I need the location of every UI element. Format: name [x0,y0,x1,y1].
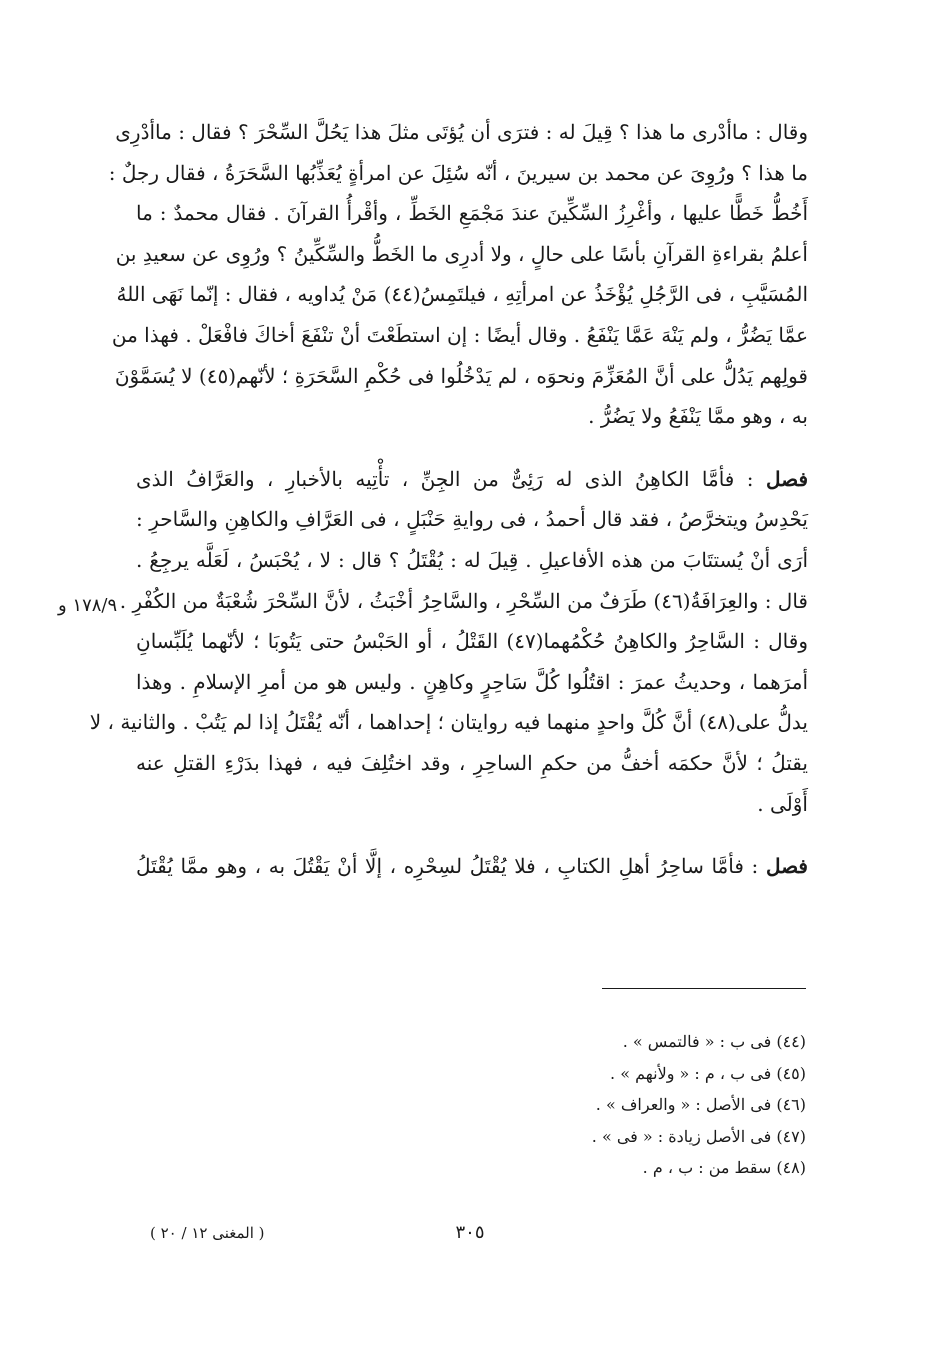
text-line: أرَى أنْ يُستتَابَ من هذه الأفاعيلِ . قِيلَ له : يُقْتَلُ ؟ قال : لا ، يُحْبَسُ ، لَعَلَّه يرجِعُ . [136,547,808,572]
text-line: قال : والعِرَافَةُ(٤٦) طَرَفٌ من السِّحْرِ ، والسَّاحِرُ أخْبَثُ ، لأنَّ السِّحْرَ شُعْبَةٌ من الكُفْرِ . [119,588,808,613]
text-line [136,459,808,500]
text-line: المُسَيَّبِ ، فى الرَّجُلِ يُؤْخَذُ عن امرأتِهِ ، فيلتَمِسُ(٤٤) مَنْ يُداويه ، فقال : إنّما نَهَى اللهُ [116,282,808,307]
footnote: (٤٧) فى الأصل زيادة : « فى » . [591,1126,806,1146]
footnote: (٤٨) سقط من : ب ، م . [642,1158,806,1177]
text-line: قولِهم يَدُلُّ على أنَّ المُعَزِّمَ ونحوَه ، لم يَدْخُلُوا فى حُكْمِ السَّحَرَةِ ؛ لأنّهم(٤٥) لا يُسَمَّوْنَ [114,363,808,388]
margin-reference: ١٧٨/٩ و [58,595,118,616]
text-line: أَوْلَى . [757,791,808,816]
text-line: أَخُطُّ خَطًّا عليها ، وأغْرِزُ السِّكِّينَ عندَ مَجْمَعِ الخَطِّ ، وأقْرأُ القرآنَ . فقال محمدٌ : ما [136,201,808,226]
footnotes [592,1026,806,1184]
text-line: عمَّا يَضُرُّ ، ولم يَنْهَ عَمَّا يَنْفَعُ . وقال أيضًا : إن استطَعْتَ أنْ تنْفَعَ أخاكَ فافْعَلْ . فهذا من [111,322,808,347]
text-line: ما هذا ؟ ورُوِىَ عن محمد بن سيرينَ ، أنّه سُئِلَ عن امرأةٍ يُعَذِّبُها السَّحَرَةُ ، فقال رجلٌ : [108,160,808,185]
text-line: يَحْدِسُ ويتخرَّصُ ، فقد قال أحمدُ ، فى روايةِ حَنْبَلٍ ، فى العَرَّافِ والكاهِنِ والسَّاحرِ : [136,507,808,532]
footnote: (٤٦) فى الأصل : « والعراف » . [595,1095,806,1114]
text-line-rest: : فأمَّا ساحِرُ أهلِ الكتابِ ، فلا يُقْتَلُ لسِحْرِه ، إلَّا أنْ يَقْتُلَ به ، وهو ممَّا يُقْتَلُ [136,854,759,879]
paragraph-3 [136,846,808,887]
text-line: يدلُّ على(٤٨) أنَّ كُلَّ واحدٍ منهما فيه روايتان ؛ إحداهما ، أنّه يُقْتَلُ إذا لم يَتُبْ . والثانية ، لا [89,710,808,735]
paragraph-2 [89,459,809,824]
footnote: (٤٥) فى ب ، م : « ولأنهم » . [610,1063,806,1083]
page-number: ٣٠٥ [455,1222,485,1243]
paragraph-1 [108,112,808,437]
text-line: أعلمُ بقراءةِ القرآنِ بأسًا على حالٍ ، ولا أدرِى ما الخَطُّ والسِّكِّينُ ؟ ورُوِى عن سعيدِ بن [115,241,808,266]
section-heading-word: فصل [765,466,809,491]
section-heading-word: فصل [765,854,808,879]
text-line: به ، وهو ممَّا يَنْفَعُ ولا يَضُرُّ . [588,404,808,429]
text-line: يقتلُ ؛ لأنَّ حكمَه أخفُّ من حكمِ الساحِرِ ، وقد اختُلِفَ فيه ، فهذا بدَرْءِ القتلِ عنه [136,750,808,775]
text-line: أمرَهما ، وحديثُ عمرَ : اقتُلُوا كُلَّ سَاحِرٍ وكاهِنٍ . وليس هو من أمرِ الإسلامِ . وهذا [136,669,808,694]
main-text [89,112,809,887]
footnote: (٤٤) فى ب : « فالتمس » . [622,1032,806,1051]
text-line: وقال : السَّاحِرُ والكاهِنُ حُكْمُهما(٤٧) القَتْلُ ، أو الحَبْسُ حتى يَتُوبَا ؛ لأنّهما يُلَبِّسانِ [136,629,808,654]
footnote-divider [602,988,806,989]
text-line [136,846,808,887]
text-line-rest: : فأمَّا الكاهِنُ الذى له رَئِىٌّ من الجِنِّ ، تأْتِيه بالأخبارِ ، والعَرَّافُ الذى [136,466,754,491]
printer-signature: ( المغنى ١٢ / ٢٠ ) [150,1224,265,1242]
text-line: وقال : ماأدْرى ما هذا ؟ قِيلَ له : فترَى أن يُؤتَى مثلَ هذا يَحُلَّ السِّحْرَ ؟ فقال : ماأدْرِى [115,120,808,144]
